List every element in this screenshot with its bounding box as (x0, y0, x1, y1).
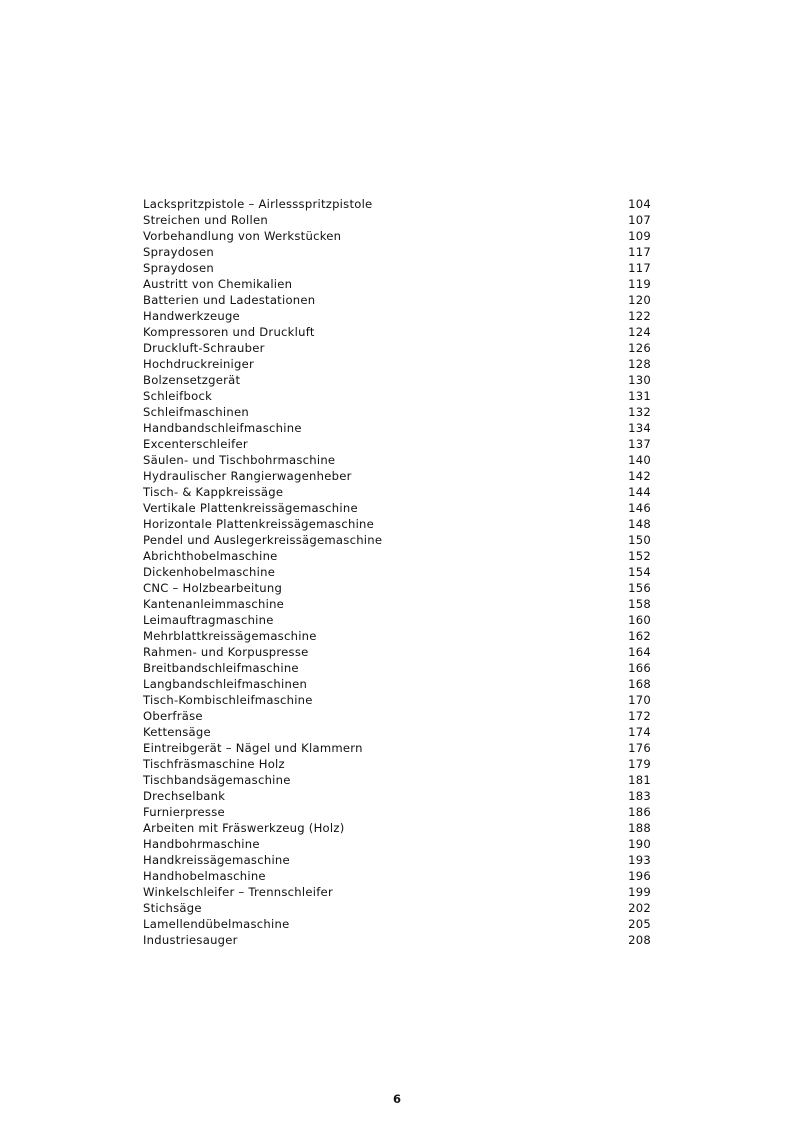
toc-entry (143, 212, 651, 228)
toc-entry-title: Tischbandsägemaschine (143, 773, 291, 787)
toc-entry-page: 126 (628, 341, 651, 355)
toc-entry-title: Handbohrmaschine (143, 837, 260, 851)
toc-entry-title: Tischfräsmaschine Holz (143, 757, 285, 771)
toc-entry-page: 130 (628, 373, 651, 387)
toc-entry-title: Rahmen- und Korpuspresse (143, 645, 309, 659)
toc-entry-page: 208 (628, 933, 651, 947)
toc-entry-title: Winkelschleifer – Trennschleifer (143, 885, 333, 899)
toc-entry (143, 372, 651, 388)
toc-entry (143, 676, 651, 692)
toc-entry (143, 308, 651, 324)
toc-entry (143, 484, 651, 500)
toc-entry (143, 692, 651, 708)
toc-entry (143, 228, 651, 244)
toc-entry (143, 564, 651, 580)
toc-entry-page: 109 (628, 229, 651, 243)
toc-entry (143, 500, 651, 516)
toc-entry-title: Säulen- und Tischbohrmaschine (143, 453, 336, 467)
toc-entry-title: Lamellendübelmaschine (143, 917, 290, 931)
toc-entry (143, 756, 651, 772)
toc-entry-page: 119 (628, 277, 651, 291)
toc-entry-page: 104 (628, 197, 651, 211)
toc-entry-title: Handwerkzeuge (143, 309, 240, 323)
toc-entry (143, 900, 651, 916)
toc-entry (143, 740, 651, 756)
toc-entry-page: 152 (628, 549, 651, 563)
toc-entry-page: 186 (628, 805, 651, 819)
page-number: 6 (392, 1092, 401, 1106)
toc-entry (143, 196, 651, 212)
toc-entry (143, 868, 651, 884)
toc-entry (143, 596, 651, 612)
toc-entry (143, 644, 651, 660)
toc-entry-page: 183 (628, 789, 651, 803)
toc-entry-page: 190 (628, 837, 651, 851)
toc-entry-title: Spraydosen (143, 261, 214, 275)
toc-entry-title: Vertikale Plattenkreissägemaschine (143, 501, 358, 515)
toc-entry-title: Batterien und Ladestationen (143, 293, 316, 307)
toc-entry-title: Hydraulischer Rangierwagenheber (143, 469, 352, 483)
toc-entry (143, 580, 651, 596)
toc-entry (143, 820, 651, 836)
toc-entry (143, 548, 651, 564)
toc-entry-title: Schleifbock (143, 389, 213, 403)
toc-entry-page: 172 (628, 709, 651, 723)
toc-entry-page: 160 (628, 613, 651, 627)
toc-entry-page: 176 (628, 741, 651, 755)
toc-entry (143, 724, 651, 740)
toc-entry-title: Spraydosen (143, 245, 214, 259)
toc-entry (143, 788, 651, 804)
toc-entry-title: Kantenanleimmaschine (143, 597, 285, 611)
toc-entry-page: 122 (628, 309, 651, 323)
toc-entry (143, 916, 651, 932)
toc-entry (143, 324, 651, 340)
toc-entry (143, 612, 651, 628)
toc-entry-title: Handhobelmaschine (143, 869, 266, 883)
toc-entry (143, 772, 651, 788)
toc-entry-page: 196 (628, 869, 651, 883)
toc-entry (143, 932, 651, 948)
toc-entry-page: 146 (628, 501, 651, 515)
toc-entry-page: 137 (628, 437, 651, 451)
toc-entry-page: 154 (628, 565, 651, 579)
toc-entry-page: 140 (628, 453, 651, 467)
toc-entry-title: Pendel und Auslegerkreissägemaschine (143, 533, 383, 547)
toc-entry-title: Kettensäge (143, 725, 211, 739)
toc-entry (143, 628, 651, 644)
toc-entry (143, 276, 651, 292)
toc-entry (143, 340, 651, 356)
toc-entry-title: Hochdruckreiniger (143, 357, 255, 371)
toc-entry (143, 292, 651, 308)
toc-entry-title: Druckluft-Schrauber (143, 341, 265, 355)
toc-entry-title: Tisch-Kombischleifmaschine (143, 693, 313, 707)
toc-entry-title: Vorbehandlung von Werkstücken (143, 229, 342, 243)
toc-entry (143, 852, 651, 868)
toc-entry-title: Streichen und Rollen (143, 213, 268, 227)
toc-entry (143, 660, 651, 676)
toc-entry (143, 388, 651, 404)
toc-entry-title: Bolzensetzgerät (143, 373, 241, 387)
toc-entry-title: Excenterschleifer (143, 437, 248, 451)
toc-entry (143, 420, 651, 436)
toc-entry-page: 132 (628, 405, 651, 419)
toc-entry (143, 404, 651, 420)
toc-entry-title: Furnierpresse (143, 805, 225, 819)
toc-entry-page: 150 (628, 533, 651, 547)
toc-entry-page: 205 (628, 917, 651, 931)
toc-entry (143, 356, 651, 372)
toc-entry (143, 884, 651, 900)
toc-entry-title: Kompressoren und Druckluft (143, 325, 315, 339)
toc-entry (143, 468, 651, 484)
toc-entry-page: 166 (628, 661, 651, 675)
toc-entry-page: 156 (628, 581, 651, 595)
toc-entry-page: 179 (628, 757, 651, 771)
toc-entry-title: Drechselbank (143, 789, 226, 803)
table-of-contents (143, 196, 651, 948)
toc-entry (143, 436, 651, 452)
toc-entry-page: 164 (628, 645, 651, 659)
toc-entry-page: 181 (628, 773, 651, 787)
toc-entry-page: 158 (628, 597, 651, 611)
toc-entry-page: 124 (628, 325, 651, 339)
toc-entry (143, 260, 651, 276)
toc-entry-page: 170 (628, 693, 651, 707)
toc-entry-page: 128 (628, 357, 651, 371)
toc-entry-title: Handbandschleifmaschine (143, 421, 302, 435)
toc-entry-page: 142 (628, 469, 651, 483)
toc-entry (143, 708, 651, 724)
toc-entry-title: Arbeiten mit Fräswerkzeug (Holz) (143, 821, 345, 835)
toc-entry-title: Dickenhobelmaschine (143, 565, 276, 579)
toc-entry-title: Stichsäge (143, 901, 202, 915)
toc-entry-title: Langbandschleifmaschinen (143, 677, 308, 691)
toc-entry-page: 162 (628, 629, 651, 643)
toc-entry-title: Handkreissägemaschine (143, 853, 290, 867)
toc-entry-title: Schleifmaschinen (143, 405, 249, 419)
toc-entry-page: 199 (628, 885, 651, 899)
toc-entry-page: 131 (628, 389, 651, 403)
toc-entry-title: Oberfräse (143, 709, 203, 723)
toc-entry-title: Eintreibgerät – Nägel und Klammern (143, 741, 363, 755)
toc-entry-page: 134 (628, 421, 651, 435)
toc-entry-title: Breitbandschleifmaschine (143, 661, 299, 675)
toc-entry-title: Mehrblattkreissägemaschine (143, 629, 317, 643)
toc-entry-page: 144 (628, 485, 651, 499)
toc-entry-title: CNC – Holzbearbeitung (143, 581, 283, 595)
toc-entry-title: Leimauftragmaschine (143, 613, 274, 627)
toc-entry-page: 202 (628, 901, 651, 915)
toc-entry-page: 107 (628, 213, 651, 227)
toc-entry-page: 168 (628, 677, 651, 691)
toc-entry-page: 174 (628, 725, 651, 739)
toc-entry-page: 117 (628, 245, 651, 259)
toc-entry-title: Lackspritzpistole – Airlessspritzpistole (143, 197, 373, 211)
toc-entry-title: Horizontale Plattenkreissägemaschine (143, 517, 375, 531)
toc-entry-title: Industriesauger (143, 933, 238, 947)
toc-entry (143, 804, 651, 820)
toc-entry (143, 836, 651, 852)
toc-entry-page: 117 (628, 261, 651, 275)
toc-entry-title: Abrichthobelmaschine (143, 549, 278, 563)
toc-entry (143, 452, 651, 468)
toc-entry-page: 193 (628, 853, 651, 867)
toc-entry-page: 120 (628, 293, 651, 307)
toc-entry (143, 532, 651, 548)
toc-entry (143, 244, 651, 260)
toc-entry-page: 188 (628, 821, 651, 835)
toc-entry-title: Austritt von Chemikalien (143, 277, 293, 291)
toc-entry (143, 516, 651, 532)
toc-entry-title: Tisch- & Kappkreissäge (143, 485, 284, 499)
toc-entry-page: 148 (628, 517, 651, 531)
